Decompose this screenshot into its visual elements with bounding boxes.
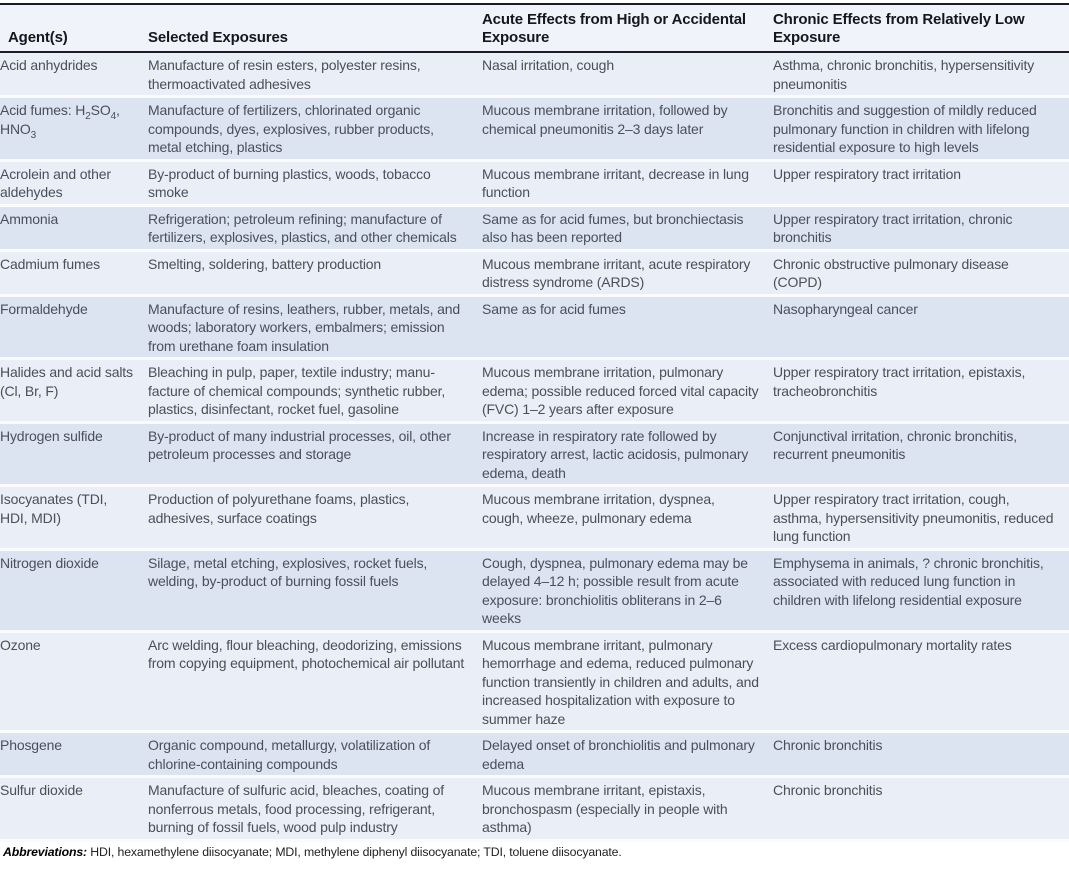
acute-effects-cell: Mucous membrane irritant, epistaxis, bronchospasm (especially in people with asthma) <box>482 782 728 835</box>
exposures-cell: Smelting, soldering, battery production <box>148 255 382 272</box>
chronic-effects-cell: Asthma, chronic bronchitis, hypersensitivity pneumonitis <box>773 57 1035 92</box>
exposures-cell: Production of polyurethane foams, plastics, adhesives, surface coatings <box>148 491 410 526</box>
table-row-isocyanates <box>0 487 1069 551</box>
acute-effects-cell: Mucous membrane irritation, pulmonary edema; possible reduced forced vital capacity (FVC) 1–2 years after exposure <box>482 364 759 417</box>
agent-cell: Phosgene <box>0 737 62 753</box>
agent-cell: Acrolein and other aldehydes <box>0 165 111 200</box>
chronic-effects-cell: Chronic bronchitis <box>773 737 883 753</box>
table-row-nitrogen-dioxide <box>0 551 1069 633</box>
exposures-cell: Refrigeration; petroleum refining; manufacture of fertilizers, explosives, plastics, and other chemicals <box>148 210 457 245</box>
chronic-effects-cell: Upper respiratory tract irritation, epistaxis, tracheobronchitis <box>773 364 1026 399</box>
chronic-effects-cell: Bronchitis and suggestion of mildly reduced pulmonary function in children with lifelong residential exposure to high levels <box>773 102 1037 155</box>
agent-text: HNO <box>0 120 31 137</box>
acute-effects-cell: Mucous membrane irritant, pulmonary hemorrhage and edema, reduced pulmonary function transiently in children and adults, and increased hospitalization with exposure to summer haze <box>482 636 759 727</box>
table-row-halides <box>0 360 1069 424</box>
table-body <box>0 53 1069 842</box>
subscript: 2 <box>85 110 91 122</box>
acute-effects-cell: Cough, dyspnea, pulmonary edema may be delayed 4–12 h; possible result from acute exposure: bronchiolitis obliterans in 2–6 weeks <box>482 554 748 626</box>
agent-cell: Acid anhydrides <box>0 57 98 73</box>
table-header-row <box>0 5 1069 53</box>
exposures-cell: Bleaching in pulp, paper, textile industry; manufacture of chemical compounds; synthetic rubber, plastics, disinfectant, rocket fuel, gasoline <box>148 364 446 417</box>
chronic-effects-cell: Excess cardiopulmonary mortality rates <box>773 636 1012 653</box>
agent-cell: Isocyanates (TDI, HDI, MDI) <box>0 491 108 526</box>
agent-text: , <box>115 102 120 118</box>
chronic-effects-cell: Upper respiratory tract irritation, chronic bronchitis <box>773 210 1013 245</box>
chronic-effects-cell: Emphysema in animals, ? chronic bronchitis, associated with reduced lung function in children with lifelong residential exposure <box>773 554 1044 608</box>
agent-cell: Formaldehyde <box>0 300 88 317</box>
table-row-cadmium-fumes <box>0 252 1069 297</box>
agent-cell <box>0 98 148 159</box>
subscript: 3 <box>30 129 37 141</box>
agent-cell: Halides and acid salts (Cl, Br, F) <box>0 364 133 399</box>
agent-cell: Cadmium fumes <box>0 255 100 272</box>
column-header-selected-exposures: Selected Exposures <box>148 29 288 46</box>
table-row-hydrogen-sulfide <box>0 424 1069 488</box>
column-header-chronic-effects: Chronic Effects from Relatively Low Exposure <box>773 11 1025 46</box>
chronic-effects-cell: Chronic obstructive pulmonary disease (COPD) <box>773 255 1009 290</box>
column-header-acute-effects: Acute Effects from High or Accidental Exposure <box>482 11 746 46</box>
acute-effects-cell: Nasal irritation, cough <box>482 57 614 73</box>
table-row-phosgene <box>0 733 1069 778</box>
table-row-acid-anhydrides <box>0 53 1069 98</box>
agent-cell: Sulfur dioxide <box>0 782 83 798</box>
exposures-cell: Manufacture of fertilizers, chlorinated organic compounds, dyes, explosives, rubber products, metal etching, plastics <box>148 102 434 155</box>
table-row-acid-fumes <box>0 98 1069 162</box>
exposures-cell: By-product of many industrial processes, oil, other petroleum processes and storage <box>148 427 451 462</box>
chronic-effects-cell: Chronic bronchitis <box>773 782 883 798</box>
acute-effects-cell: Mucous membrane irritation, dyspnea, cough, wheeze, pulmonary edema <box>482 491 715 526</box>
agent-cell: Ozone <box>0 636 41 653</box>
exposures-cell: Manufacture of resin esters, polyester resins, thermoactivated adhesives <box>148 57 421 92</box>
subscript: 4 <box>110 110 116 122</box>
acute-effects-cell: Mucous membrane irritant, decrease in lung function <box>482 165 749 200</box>
table-row-ozone <box>0 633 1069 734</box>
acute-effects-cell: Mucous membrane irritant, acute respiratory distress syndrome (ARDS) <box>482 255 751 290</box>
abbreviations-text: HDI, hexamethylene diisocyanate; MDI, methylene diphenyl diisocyanate; TDI, toluene diisocyanate. <box>87 844 622 859</box>
table-row-formaldehyde <box>0 297 1069 361</box>
acute-effects-cell: Increase in respiratory rate followed by respiratory arrest, lactic acidosis, pulmonary edema, death <box>482 427 749 481</box>
acute-effects-cell: Same as for acid fumes, but bronchiectasis also has been reported <box>482 210 744 245</box>
chronic-effects-cell: Upper respiratory tract irritation <box>773 165 961 182</box>
table-row-ammonia <box>0 207 1069 252</box>
agent-cell: Hydrogen sulfide <box>0 427 103 444</box>
acute-effects-cell: Mucous membrane irritation, followed by chemical pneumonitis 2–3 days later <box>482 102 728 137</box>
agent-text: Acid fumes: H <box>0 102 86 118</box>
exposures-cell: Arc welding, flour bleaching, deodorizing, emissions from copying equipment, photochemical air pollutant <box>148 636 465 671</box>
exposures-cell: Manufacture of resins, leathers, rubber, metals, and woods; laboratory workers, embalmers; emission from urethane foam insulation <box>148 300 461 354</box>
agent-cell: Ammonia <box>0 210 59 227</box>
column-header-agents: Agent(s) <box>8 29 68 46</box>
respiratory-toxicants-table <box>0 5 1069 842</box>
exposures-cell: Manufacture of sulfuric acid, bleaches, coating of nonferrous metals, food processing, refrigerant, burning of fossil fuels, wood pulp industry <box>148 782 445 835</box>
exposures-cell: Organic compound, metallurgy, volatilization of chlorine-containing compounds <box>148 737 431 772</box>
abbreviations-note <box>0 842 1069 860</box>
chronic-effects-cell: Conjunctival irritation, chronic bronchitis, recurrent pneumonitis <box>773 427 1017 462</box>
acute-effects-cell: Delayed onset of bronchiolitis and pulmonary edema <box>482 737 755 772</box>
table-row-sulfur-dioxide <box>0 778 1069 842</box>
agent-text: SO <box>90 102 111 118</box>
agent-cell: Nitrogen dioxide <box>0 554 99 571</box>
chronic-effects-cell: Upper respiratory tract irritation, cough, asthma, hypersensitivity pneumonitis, reduced lung function <box>773 491 1054 544</box>
chronic-effects-cell: Nasopharyngeal cancer <box>773 300 918 317</box>
exposures-cell: Silage, metal etching, explosives, rocket fuels, welding, by-product of burning fossil fuels <box>148 554 428 589</box>
exposures-cell: By-product of burning plastics, woods, tobacco smoke <box>148 165 431 200</box>
acute-effects-cell: Same as for acid fumes <box>482 300 626 317</box>
table-row-acrolein <box>0 162 1069 207</box>
abbreviations-label: Abbreviations: <box>3 844 87 859</box>
